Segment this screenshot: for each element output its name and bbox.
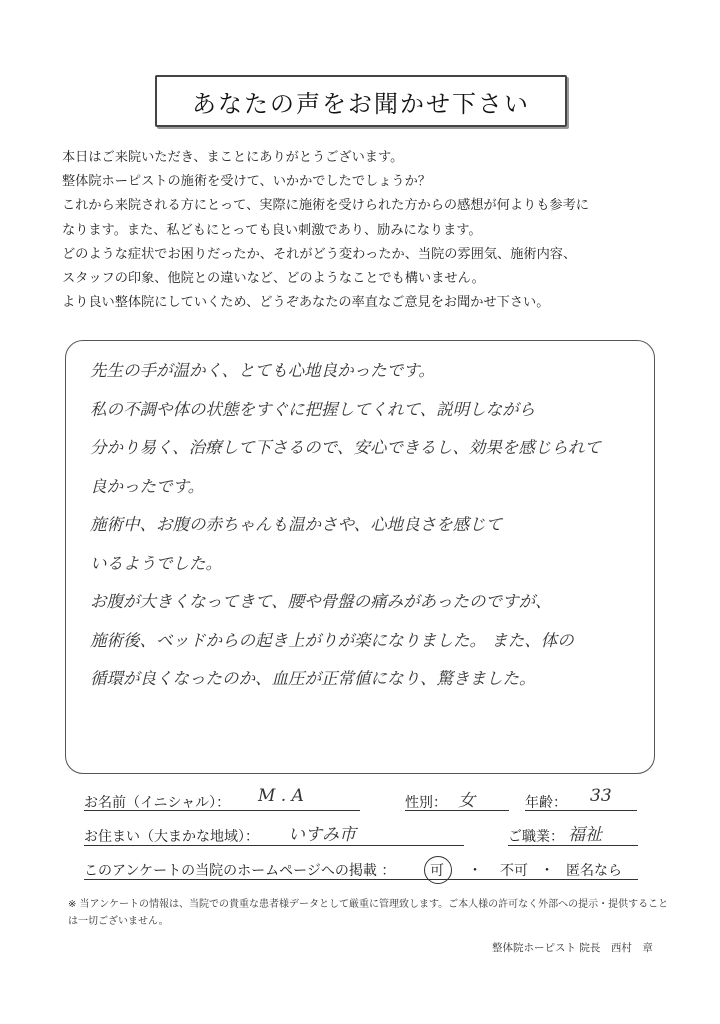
name-label: お名前（イニシャル）： (84, 795, 231, 811)
name-value: M . A (258, 786, 304, 806)
address-value: いすみ市 (288, 825, 356, 845)
clinic-signature: 整体院ホーピスト 院長 西村 章 (492, 942, 653, 954)
comment-line: いるようでした。 (90, 553, 222, 573)
intro-line: 本日はご来院いただき、まことにありがとうございます。 (62, 150, 404, 165)
intro-text (62, 146, 682, 315)
job-label: ご職業： (508, 829, 564, 845)
job-underline (508, 845, 638, 846)
handwritten-comment (90, 352, 650, 699)
address-underline (84, 845, 464, 846)
comment-line: お腹が大きくなってきて、腰や骨盤の痛みがあったのですが、 (90, 592, 552, 611)
title-box (155, 75, 567, 127)
comment-line: 施術後、ベッドからの起き上がりが楽になりました。 また、体の (90, 630, 574, 650)
intro-line: スタッフの印象、他院との違いなど、どのようなことでも構いません。 (62, 271, 485, 287)
gender-value: 女 (458, 791, 475, 811)
publish-underline (84, 879, 638, 880)
comment-line: 分かり易く、治療して下さるので、安心できるし、効果を感じられて (90, 438, 601, 457)
privacy-note: ※ 当アンケートの情報は、当院での貴重な患者様データとして厳重に管理致します。ご本人様の許可なく外部への提示・提供することは一切ございません。 (68, 899, 669, 927)
intro-line: 整体院ホーピストの施術を受けて、いかかでしたでしょうか？ (62, 174, 431, 190)
option-separator: ・ (540, 863, 554, 879)
intro-line: これから来院される方にとって、実際に施術を受けられた方からの感想が何よりも参考に (62, 198, 589, 214)
page-title: あなたの声をお聞かせ下さい (192, 89, 530, 118)
comment-line: 先生の手が温かく、とても心地良かったです。 (90, 361, 435, 380)
publish-option-no[interactable]: 不可 (500, 863, 528, 879)
age-value: 33 (590, 786, 612, 806)
address-label: お住まい（大まかな地域）： (84, 829, 259, 845)
name-underline (84, 810, 360, 811)
comment-line: 循環が良くなったのか、血圧が正常値になり、驚きました。 (90, 669, 536, 688)
comment-line: 施術中、お腹の赤ちゃんも温かさや、心地良さを感じて (90, 515, 503, 534)
intro-line: どのような症状でお困りだったか、それがどう変わったか、当院の雰囲気、施術内容、 (62, 246, 577, 262)
publish-option-yes[interactable]: 可 (430, 863, 444, 879)
intro-line: なります。また、私どもにとっても良い刺激であり、励みになります。 (62, 222, 482, 238)
publish-label: このアンケートの当院のホームページへの掲載 ： (84, 863, 396, 879)
age-underline (525, 810, 637, 811)
option-separator: ・ (468, 863, 482, 879)
publish-option-anonymous[interactable]: 匿名なら (566, 863, 622, 879)
intro-line: より良い整体院にしていくため、どうぞあなたの率直なご意見をお聞かせ下さい。 (62, 295, 550, 311)
comment-line: 良かったです。 (90, 476, 205, 496)
comment-line: 私の不調や体の状態をすぐに把握してくれて、説明しながら (90, 399, 536, 419)
job-value: 福祉 (568, 825, 602, 845)
age-label: 年齢： (525, 795, 567, 811)
gender-label: 性別： (405, 795, 447, 811)
gender-underline (405, 810, 509, 811)
